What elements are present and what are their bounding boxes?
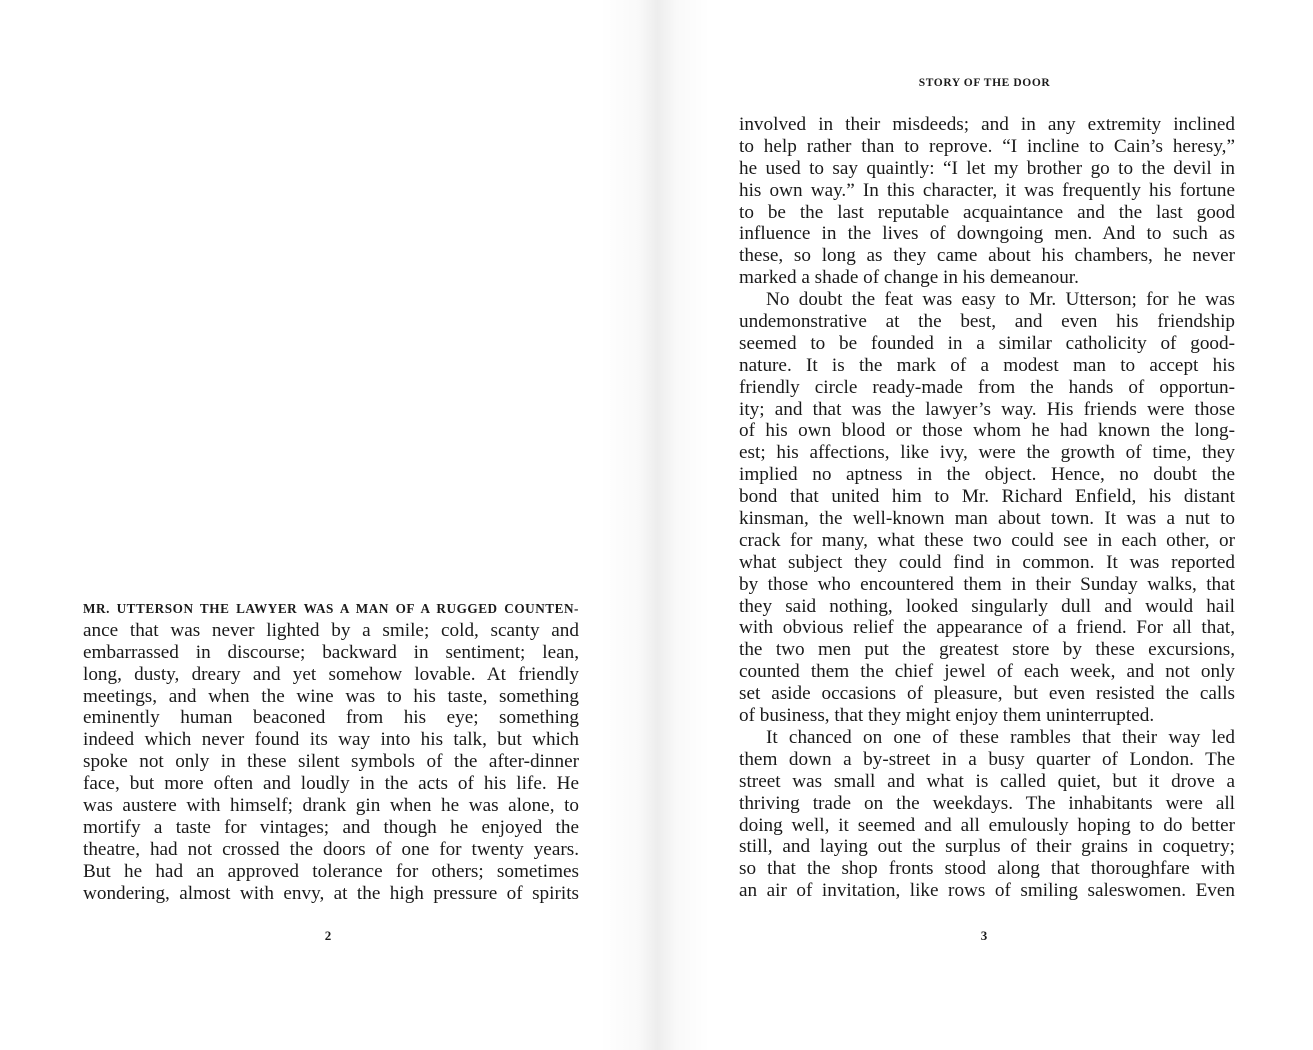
text-line: doing well, it seemed and all emulously hoping to do better [739, 814, 1235, 836]
text-line: friendly circle ready-made from the hands of opportun- [739, 376, 1235, 398]
text-line: involved in their misdeeds; and in any extremity inclined [739, 114, 1235, 135]
text-line: mortify a taste for vintages; and though he enjoyed the [83, 816, 579, 838]
text-line: spoke not only in these silent symbols of the after-dinner [83, 751, 579, 773]
text-line: est; his affections, like ivy, were the growth of time, they [739, 442, 1235, 464]
left-page [0, 0, 656, 1050]
text-line: his own way.” In this character, it was frequently his fortune [739, 179, 1235, 201]
page-number: 2 [324, 928, 332, 943]
text-line: influence in the lives of downgoing men. And to such as [739, 223, 1235, 245]
text-line: indeed which never found its way into his talk, but which [83, 729, 579, 751]
text-line: face, but more often and loudly in the acts of his life. He [83, 773, 579, 795]
page-number: 3 [980, 928, 988, 943]
text-line: of his own blood or those whom he had known the long- [739, 420, 1235, 442]
text-line: crack for many, what these two could see in each other, or [739, 529, 1235, 551]
text-line: seemed to be founded in a similar catholicity of good- [739, 332, 1235, 354]
paragraph-start-line: It chanced on one of these rambles that their way led [766, 726, 1235, 748]
text-line: kinsman, the well-known man about town. It was a nut to [739, 508, 1235, 530]
text-line: theatre, had not crossed the doors of one for twenty years. [83, 838, 579, 860]
text-line: with obvious relief the appearance of a friend. For all that, [739, 617, 1235, 639]
text-line: he used to say quaintly: “I let my brother go to the devil in [739, 157, 1235, 179]
text-line: long, dusty, dreary and yet somehow lovable. At friendly [83, 663, 579, 685]
text-line: But he had an approved tolerance for others; sometimes [83, 860, 579, 882]
text-line: wondering, almost with envy, at the high pressure of spirits [83, 882, 579, 904]
text-line: nature. It is the mark of a modest man to accept his [739, 354, 1235, 376]
text-line: they said nothing, looked singularly dull and would hail [739, 595, 1235, 617]
paragraph-end-line: of business, that they might enjoy them uninterrupted. [739, 705, 1155, 727]
text-line: by those who encountered them in their Sunday walks, that [739, 573, 1235, 595]
text-line: embarrassed in discourse; backward in sentiment; lean, [83, 641, 579, 663]
text-line: still, and laying out the surplus of their grains in coquetry; [739, 836, 1235, 858]
text-line: undemonstrative at the best, and even his friendship [739, 311, 1235, 333]
chapter-opening-line: MR. UTTERSON THE LAWYER WAS A MAN OF A RUGGED COUNTEN- [83, 601, 579, 616]
right-page-text [739, 114, 1235, 902]
text-line: to help rather than to reprove. “I incline to Cain’s heresy,” [739, 135, 1235, 157]
paragraph-end-line: marked a shade of change in his demeanour. [739, 267, 1079, 289]
text-line: eminently human beaconed from his eye; something [83, 707, 579, 729]
text-line: the two men put the greatest store by these excursions, [739, 639, 1235, 661]
running-head: STORY OF THE DOOR [918, 77, 1051, 89]
text-line: implied no aptness in the object. Hence, no doubt the [739, 464, 1235, 486]
text-line: counted them the chief jewel of each week, and not only [739, 661, 1235, 683]
paragraph-start-line: No doubt the feat was easy to Mr. Utterson; for he was [766, 289, 1235, 311]
right-page [656, 0, 1313, 1050]
text-line: ance that was never lighted by a smile; cold, scanty and [83, 619, 579, 641]
text-line: meetings, and when the wine was to his taste, something [83, 685, 579, 707]
text-line: what subject they could find in common. It was reported [739, 551, 1235, 573]
text-line: to be the last reputable acquaintance and the last good [739, 201, 1235, 223]
text-line: thriving trade on the weekdays. The inhabitants were all [739, 792, 1235, 814]
text-line: street was small and what is called quiet, but it drove a [739, 770, 1235, 792]
text-line: them down a by-street in a busy quarter of London. The [739, 748, 1235, 770]
text-line: was austere with himself; drank gin when he was alone, to [83, 795, 579, 817]
text-line: ity; and that was the lawyer’s way. His friends were those [739, 398, 1235, 420]
text-line: set aside occasions of pleasure, but even resisted the calls [739, 683, 1235, 705]
text-line: an air of invitation, like rows of smiling saleswomen. Even [739, 880, 1235, 902]
text-line: so that the shop fronts stood along that thoroughfare with [739, 858, 1235, 880]
text-line: these, so long as they came about his chambers, he never [739, 245, 1235, 267]
text-line: bond that united him to Mr. Richard Enfield, his distant [739, 486, 1235, 508]
left-page-text [83, 598, 579, 904]
